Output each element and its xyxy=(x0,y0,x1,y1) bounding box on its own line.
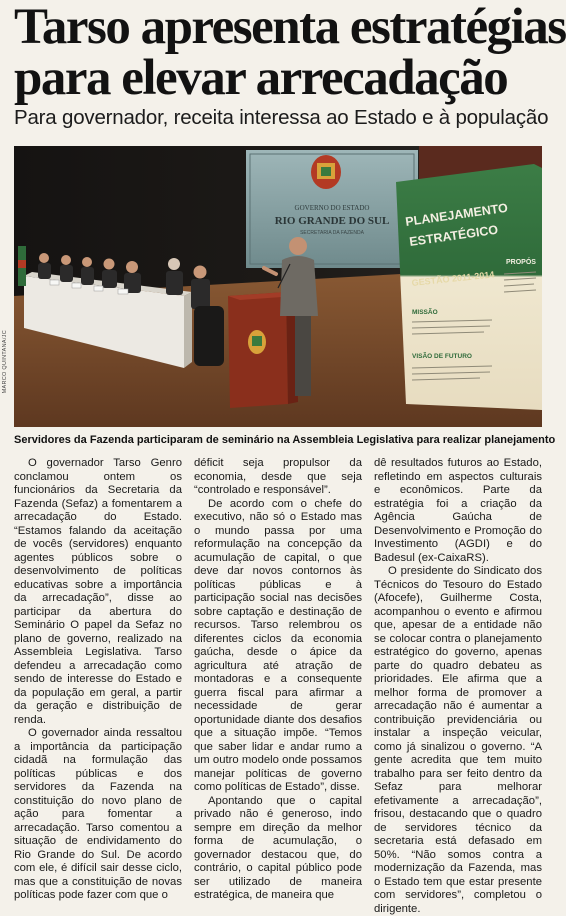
banner-heading-missao: MISSÃO xyxy=(412,309,438,316)
strategic-planning-banner xyxy=(396,164,542,410)
article-paragraph: déficit seja propulsor da economia, desde que seja “controlado e responsável”. xyxy=(194,457,362,496)
coat-of-arms-icon xyxy=(311,155,341,189)
photo-illustration xyxy=(14,146,542,427)
photo-credit: MARCO QUINTANA/JC xyxy=(2,330,8,394)
wall-sign-line-2: RIO GRANDE DO SUL xyxy=(274,215,390,227)
article-paragraph: O governador Tarso Genro conclamou ontem os funcionários da Secretaria da Fazenda (Sefaz) a fomentarem a arrecadação do Estado. “Estamos falando da aceitação de vocês (servidores) enquanto agentes públicos sobre o desenvolvimento de políticas educativas sobre a importância da arrecadação”, disse ao participar da abertura do Seminário O papel da Sefaz no plano de governo, realizado na Assembleia Legislativa. Tarso defendeu a arrecadação como sendo de interesse do Estado e da população em geral, a partir da geração e distribuição de renda. xyxy=(14,457,182,726)
wall-sign-line-1: GOVERNO DO ESTADO xyxy=(294,204,370,212)
headline-line-1: Tarso apresenta estratégias xyxy=(14,0,566,55)
article-column-3 xyxy=(374,457,542,915)
article-column-1 xyxy=(14,457,182,901)
banner-gestao: GESTÃO 2011-2014 xyxy=(411,269,495,288)
banner-title-2: ESTRATÉGICO xyxy=(408,222,499,249)
headline-line-2: para elevar arrecadação xyxy=(14,50,508,106)
banner-title-1: PLANEJAMENTO xyxy=(404,200,509,229)
wall-sign-line-3: SECRETARIA DA FAZENDA xyxy=(300,230,364,236)
article-paragraph: Apontando que o capital privado não é generoso, indo sempre em direção da melhor forma de acumulação, o governador destacou que, do contrário, o capital público pode ser utilizado de maneira estratégica, de maneira que xyxy=(194,794,362,901)
banner-heading-visao: VISÃO DE FUTURO xyxy=(412,353,472,360)
headline xyxy=(14,0,566,106)
article-paragraph: O governador ainda ressaltou a importância da participação cidadã na formulação das políticas públicas e dos servidores da Fazenda na constituição do novo plano de ação para fomentar a arrecadação. Tarso comentou a situação de endividamento do Rio Grande do Sul. De acordo com ele, é difícil sair desse ciclo, mas que a constituição de novas políticas pode fazer com que o xyxy=(14,727,182,901)
article-paragraph: De acordo com o chefe do executivo, não só o Estado mas o mundo passa por uma reformulação na concepção da acumulação de capital, o que deve dar novos contornos às políticas públicas e à participação social nas decisões sobre captação e destinação de recursos. Tarso relembrou os diferentes ciclos da economia gaúcha, desde o ápice da agricultura até atração de montadoras e a consequente guerra fiscal para afirmar a necessidade de gerar oportunidade diante dos desafios que a situação impõe. “Temos que saber lidar e andar rumo a um outro modelo onde possamos manejar políticas de governo como políticas de Estado”, disse. xyxy=(194,497,362,793)
photo-caption: Servidores da Fazenda participaram de seminário na Assembleia Legislativa para realizar planejamento xyxy=(14,434,556,446)
article-paragraph: dê resultados futuros ao Estado, refletindo em aspectos culturais e econômicos. Parte da estratégia foi a criação da Agência Gaúcha de Desenvolvimento e Promoção do Investimento (AGDI) e do Badesul (ex-CaixaRS). xyxy=(374,457,542,564)
event-photo xyxy=(14,146,542,427)
subheadline: Para governador, receita interessa ao Estado e à população xyxy=(14,106,549,129)
banner-heading-propos: PROPÓS xyxy=(506,259,536,266)
article-paragraph: O presidente do Sindicato dos Técnicos do Tesouro do Estado (Afocefe), Guilherme Costa, acompanhou o evento e afirmou que, apesar de a entidade não se colocar contra o planejamento estratégico do governo, apenas parte do quadro debateu as prioridades. Ele afirma que a melhor forma de promover a arrecadação não é aumentar a contribuição previdenciária ou instalar a inspeção veicular, como já sinalizou o governo. “A gente acredita que tem muito trabalho para ser feito dentro da Sefaz para melhorar efetivamente a arrecadação”, frisou, destacando que o quadro de servidores técnico da secretaria está defasado em 50%. “Não somos contra a modernização da Fazenda, mas o Estado tem que estar presente com servidores”, completou o dirigente. xyxy=(374,565,542,915)
article-column-2 xyxy=(194,457,362,901)
